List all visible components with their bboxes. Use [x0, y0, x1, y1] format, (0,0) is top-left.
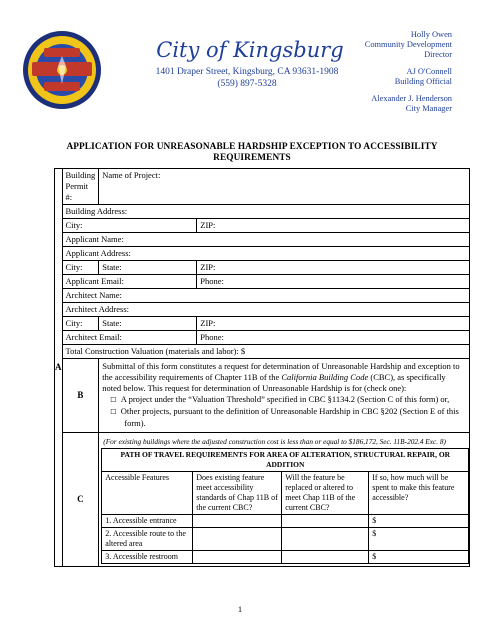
feature-cell: 3. Accessible restroom [102, 551, 193, 564]
meets-standards-cell[interactable] [193, 551, 282, 564]
will-alter-cell[interactable] [282, 528, 369, 551]
architect-state-field[interactable]: State: [99, 317, 197, 331]
official-title: Community Development [364, 40, 452, 49]
architect-phone-field[interactable]: Phone: [197, 331, 470, 345]
table-row [102, 551, 469, 564]
building-city-field[interactable]: City: [62, 219, 197, 233]
column-header: If so, how much will be spent to make this feature accessible? [369, 472, 469, 515]
architect-email-field[interactable]: Architect Email: [62, 331, 197, 345]
cost-cell[interactable]: $ [369, 515, 469, 528]
hardship-intro-text [102, 361, 466, 394]
intro-text: Submittal of this form constitutes a request for determination of Unreasonable Hardship and exception to the accessibility requirements of Chapter 11B of the [102, 361, 460, 382]
cost-cell[interactable]: $ [369, 551, 469, 564]
column-header: Accessible Features [102, 472, 193, 515]
table-row [102, 515, 469, 528]
applicant-email-field[interactable]: Applicant Email: [62, 275, 197, 289]
officials-list [302, 30, 452, 114]
meets-standards-cell[interactable] [193, 515, 282, 528]
checkbox-icon[interactable]: ☐ [110, 396, 117, 404]
will-alter-cell[interactable] [282, 551, 369, 564]
architect-city-field[interactable]: City: [62, 317, 99, 331]
option-other-projects[interactable] [102, 406, 466, 429]
official-name: Holly Owen [410, 30, 452, 39]
applicant-zip-field[interactable]: ZIP: [197, 261, 470, 275]
project-name-field[interactable]: Name of Project: [99, 169, 470, 205]
address-line: 1401 Draper Street, Kingsburg, CA 93631-1908 [155, 67, 339, 77]
applicant-city-field[interactable]: City: [62, 261, 99, 275]
section-b-content [99, 359, 470, 433]
official-name: AJ O'Connell [406, 67, 452, 76]
intro-text: (CBC), as specifically noted below. This request for determination of Unreasonable Hardship is for (check one): [102, 372, 446, 393]
cost-cell[interactable]: $ [369, 528, 469, 551]
official-title: City Manager [405, 104, 452, 113]
architect-zip-field[interactable]: ZIP: [197, 317, 470, 331]
section-c-label: C [62, 433, 99, 567]
building-permit-field[interactable]: Building Permit #: [62, 169, 99, 205]
section-b-label: B [62, 359, 99, 433]
will-alter-cell[interactable] [282, 515, 369, 528]
building-address-field[interactable]: Building Address: [62, 205, 470, 219]
building-zip-field[interactable]: ZIP: [197, 219, 470, 233]
code-name: California Building Code [281, 372, 369, 382]
city-title: City of Kingsburg [156, 38, 344, 62]
path-of-travel-title: PATH OF TRAVEL REQUIREMENTS FOR AREA OF ALTERATION, STRUCTURAL REPAIR, OR ADDITION [102, 449, 469, 472]
section-c-content [99, 433, 470, 567]
table-row [102, 528, 469, 551]
official-title: Building Official [394, 77, 452, 86]
applicant-state-field[interactable]: State: [99, 261, 197, 275]
feature-cell: 1. Accessible entrance [102, 515, 193, 528]
architect-address-field[interactable]: Architect Address: [62, 303, 470, 317]
feature-cell: 2. Accessible route to the altered area [102, 528, 193, 551]
form-title: APPLICATION FOR UNREASONABLE HARDSHIP EXCEPTION TO ACCESSIBILITY REQUIREMENTS [66, 142, 438, 163]
section-c-note: (For existing buildings where the adjusted construction cost is less than or equal to $186,172, Sec. 11B-202.4 Exc. 8) [103, 437, 446, 446]
checkbox-icon[interactable]: ☐ [110, 408, 117, 416]
official-title: Director [424, 50, 452, 59]
option-label: Other projects, pursuant to the definition of Unreasonable Hardship in CBC §202 (Section E of this form). [120, 406, 459, 428]
column-header: Will the feature be replaced or altered to meet Chap 11B of the current CBC? [282, 472, 369, 515]
city-seal-logo [22, 30, 102, 110]
application-form-table [54, 168, 470, 567]
construction-valuation-field[interactable]: Total Construction Valuation (materials and labor): $ [62, 345, 470, 359]
option-label: A project under the “Valuation Threshold” specified in CBC §1134.2 (Section C of this form) or, [120, 394, 450, 404]
column-header: Does existing feature meet accessibility standards of Chap 11B of the current CBC? [193, 472, 282, 515]
meets-standards-cell[interactable] [193, 528, 282, 551]
page-number: 1 [237, 604, 243, 614]
applicant-phone-field[interactable]: Phone: [197, 275, 470, 289]
architect-name-field[interactable]: Architect Name: [62, 289, 470, 303]
section-a-label: A [55, 169, 63, 567]
applicant-address-field[interactable]: Applicant Address: [62, 247, 470, 261]
address-phone: (559) 897-5328 [217, 79, 277, 89]
path-of-travel-table [101, 448, 469, 564]
applicant-name-field[interactable]: Applicant Name: [62, 233, 470, 247]
official-name: Alexander J. Henderson [371, 94, 452, 103]
option-valuation-threshold[interactable] [102, 394, 466, 406]
